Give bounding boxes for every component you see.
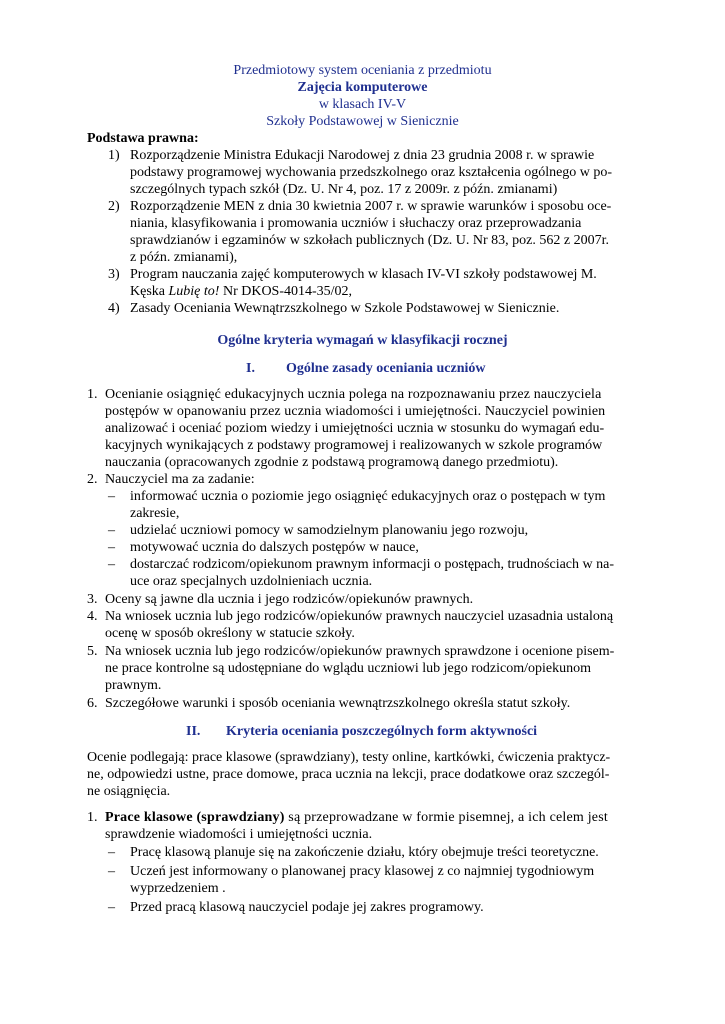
dash-bullet: – xyxy=(108,900,115,915)
general-criteria-title: Ogólne kryteria wymagań w klasyfikacji rocznej xyxy=(217,333,508,348)
header-subject: Zajęcia komputerowe xyxy=(297,80,428,95)
legal-item-line: podstawy programowej wychowania przedszkolnego oraz kształcenia ogólnego w po- xyxy=(130,165,613,180)
legal-item-num: 3) xyxy=(108,267,120,282)
list-item-line: analizować i oceniać poziom wiedzy i umiejętności ucznia w stosunku do wymagań edu- xyxy=(105,421,605,436)
program-title: Lubię to! xyxy=(168,284,220,299)
task-line: dostarczać rodzicom/opiekunom prawnym informacji o postępach, trudnościach w na- xyxy=(130,557,615,572)
class-tests-term: Prace klasowe (sprawdziany) xyxy=(105,810,285,825)
legal-item-line: szczególnych typach szkół (Dz. U. Nr 4, poz. 17 z 2009r. z późn. zmianami) xyxy=(130,182,558,197)
legal-basis-title: Podstawa prawna: xyxy=(87,131,199,146)
legal-item-line: niania, klasyfikowania i promowania uczniów i słuchaczy oraz przeprowadzania xyxy=(130,216,582,231)
class-tests-line xyxy=(105,809,608,826)
section-1-number: I. xyxy=(246,361,255,376)
list-item-line: Oceny są jawne dla ucznia i jego rodziców/opiekunów prawnych. xyxy=(105,592,474,607)
list-item-num: 1. xyxy=(87,810,98,825)
list-item-line: Ocenianie osiągnięć edukacyjnych ucznia polega na rozpoznawaniu przez nauczyciela xyxy=(105,387,602,402)
legal-item-line: z późn. zmianami), xyxy=(130,250,238,265)
bullet-line: Uczeń jest informowany o planowanej pracy klasowej z co najmniej tygodniowym xyxy=(130,864,595,879)
list-item-num: 2. xyxy=(87,472,98,487)
list-item-num: 6. xyxy=(87,696,98,711)
legal-item-line: Zasady Oceniania Wewnątrzszkolnego w Szkole Podstawowej w Sienicznie. xyxy=(130,301,560,316)
dash-bullet: – xyxy=(108,557,115,572)
task-line: uce oraz specjalnych uzdolnieniach ucznia. xyxy=(130,574,373,589)
list-item-line: kacyjnych wynikających z podstawy programowej i realizowanych w szkole programów xyxy=(105,438,603,453)
program-author: Kęska xyxy=(130,284,169,299)
task-line: zakresie, xyxy=(130,506,180,521)
legal-item-num: 1) xyxy=(108,148,120,163)
section-1-heading xyxy=(246,360,486,377)
section-2-number: II. xyxy=(186,724,201,739)
legal-item-num: 4) xyxy=(108,301,120,316)
bullet-line: Przed pracą klasową nauczyciel podaje jej zakres programowy. xyxy=(130,900,484,915)
section-2-title: Kryteria oceniania poszczególnych form aktywności xyxy=(226,724,538,739)
section-2-heading xyxy=(186,723,537,740)
bullet-line: wyprzedzeniem . xyxy=(130,881,226,896)
intro-line: ne osiągnięcia. xyxy=(87,784,171,799)
task-line: motywować ucznia do dalszych postępów w nauce, xyxy=(130,540,419,555)
list-item-line: ocenę w sposób określony w statucie szkoły. xyxy=(105,626,355,641)
dash-bullet: – xyxy=(108,523,115,538)
header-classes: w klasach IV-V xyxy=(318,97,407,112)
list-item-line: Na wniosek ucznia lub jego rodziców/opiekunów prawnych nauczyciel uzasadnia ustaloną xyxy=(105,609,614,624)
list-item-num: 4. xyxy=(87,609,98,624)
header-school: Szkoły Podstawowej w Sienicznie xyxy=(266,114,459,129)
legal-item-line: Rozporządzenie MEN z dnia 30 kwietnia 2007 r. w sprawie warunków i sposobu oce- xyxy=(130,199,612,214)
task-line: informować ucznia o poziomie jego osiągnięć edukacyjnych oraz o postępach w tym xyxy=(130,489,606,504)
list-item-line: Szczegółowe warunki i sposób oceniania wewnątrzszkolnego określa statut szkoły. xyxy=(105,696,571,711)
intro-line: Ocenie podlegają: prace klasowe (sprawdziany), testy online, kartkówki, ćwiczenia praktycz- xyxy=(87,750,611,765)
program-number: Nr DKOS-4014-35/02, xyxy=(219,284,353,299)
bullet-line: Pracę klasową planuje się na zakończenie działu, który obejmuje treści teoretyczne. xyxy=(130,845,599,860)
dash-bullet: – xyxy=(108,540,115,555)
list-item-line: nauczania (opracowanych zgodnie z podstawą programową danego przedmiotu). xyxy=(105,455,559,470)
list-item-num: 1. xyxy=(87,387,98,402)
legal-item-line-program xyxy=(130,283,352,300)
legal-item-line: Rozporządzenie Ministra Edukacji Narodowej z dnia 23 grudnia 2008 r. w sprawie xyxy=(130,148,595,163)
list-item-line: Na wniosek ucznia lub jego rodziców/opiekunów prawnych sprawdzone i ocenione pisem- xyxy=(105,644,615,659)
header-line-1: Przedmiotowy system oceniania z przedmiotu xyxy=(233,63,492,78)
task-line: udzielać uczniowi pomocy w samodzielnym planowaniu jego rozwoju, xyxy=(130,523,529,538)
list-item-num: 5. xyxy=(87,644,98,659)
dash-bullet: – xyxy=(108,489,115,504)
list-item-num: 3. xyxy=(87,592,98,607)
legal-item-line: sprawdzianów i egzaminów w szkołach publicznych (Dz. U. Nr 83, poz. 562 z 2007r. xyxy=(130,233,609,248)
dash-bullet: – xyxy=(108,845,115,860)
legal-item-line: Program nauczania zajęć komputerowych w klasach IV-VI szkoły podstawowej M. xyxy=(130,267,597,282)
section-1-title: Ogólne zasady oceniania uczniów xyxy=(286,361,486,376)
list-item-line: ne prace kontrolne są udostępniane do wglądu uczniowi lub jego rodzicom/opiekunom xyxy=(105,661,591,676)
list-item-line: Nauczyciel ma za zadanie: xyxy=(105,472,255,487)
intro-line: ne, odpowiedzi ustne, prace domowe, praca ucznia na lekcji, prace dodatkowe oraz szczegól- xyxy=(87,767,610,782)
class-tests-desc: są przeprowadzane w formie pisemnej, a ich celem jest xyxy=(284,810,608,825)
class-tests-line-2: sprawdzenie wiadomości i umiejętności ucznia. xyxy=(105,827,373,842)
legal-item-num: 2) xyxy=(108,199,120,214)
list-item-line: postępów w opanowaniu przez ucznia wiadomości i umiejętności. Nauczyciel powinien xyxy=(105,404,606,419)
list-item-line: prawnym. xyxy=(105,678,162,693)
dash-bullet: – xyxy=(108,864,115,879)
